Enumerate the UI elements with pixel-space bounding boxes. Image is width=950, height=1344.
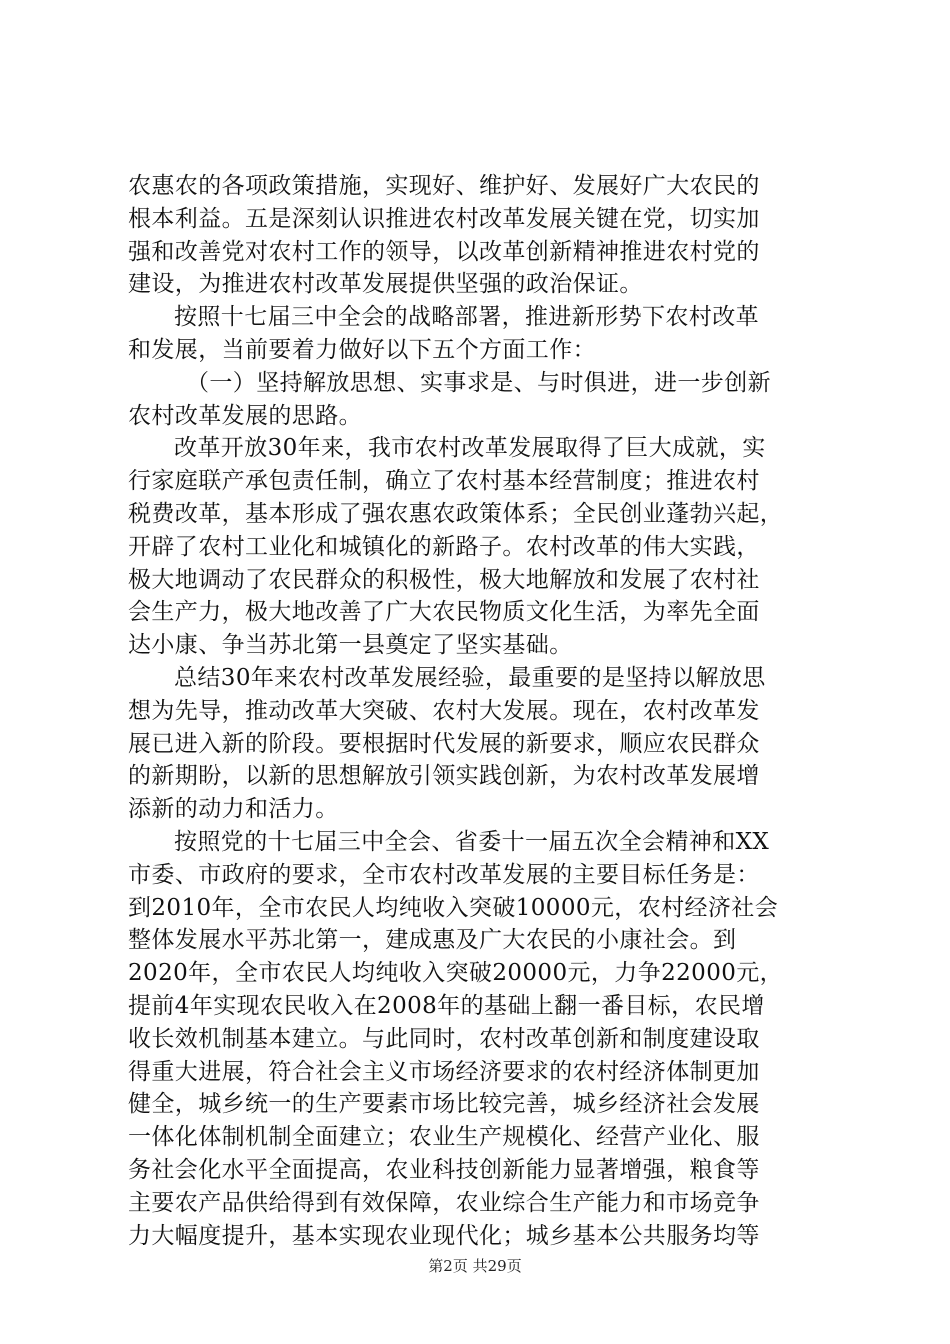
text-line: 健全，城乡统一的生产要素市场比较完善，城乡经济社会发展 — [128, 1091, 760, 1118]
text-line: 会生产力，极大地改善了广大农民物质文化生活，为率先全面 — [128, 599, 760, 626]
text-line: 强和改善党对农村工作的领导，以改革创新精神推进农村党的 — [128, 238, 760, 265]
text-line: 市委、市政府的要求，全市农村改革发展的主要目标任务是： — [128, 861, 760, 888]
text-line: 2020年，全市农民人均纯收入突破20000元，力争22000元， — [128, 960, 784, 987]
text-line: 想为先导，推动改革大突破、农村大发展。现在，农村改革发 — [128, 697, 760, 724]
paragraph-first-line: 按照十七届三中全会的战略部署，推进新形势下农村改革 — [174, 304, 759, 331]
text-line: 的新期盼，以新的思想解放引领实践创新，为农村改革发展增 — [128, 763, 760, 790]
page-footer — [0, 1255, 950, 1276]
text-line: 务社会化水平全面提高，农业科技创新能力显著增强，粮食等 — [128, 1156, 760, 1183]
text-line: 得重大进展，符合社会主义市场经济要求的农村经济体制更加 — [128, 1058, 760, 1085]
section-heading-line: （一）坚持解放思想、实事求是、与时俱进，进一步创新 — [186, 369, 771, 396]
text-line: 收长效机制基本建立。与此同时，农村改革创新和制度建设取 — [128, 1025, 760, 1052]
text-line: 建设，为推进农村改革发展提供坚强的政治保证。 — [128, 271, 643, 298]
text-line: 主要农产品供给得到有效保障，农业综合生产能力和市场竞争 — [128, 1189, 760, 1216]
paragraph-first-line: 总结30年来农村改革发展经验，最重要的是坚持以解放思 — [174, 664, 766, 691]
text-line: 力大幅度提升，基本实现农业现代化；城乡基本公共服务均等 — [128, 1222, 760, 1249]
text-line: 达小康、争当苏北第一县奠定了坚实基础。 — [128, 632, 573, 659]
text-line: 整体发展水平苏北第一，建成惠及广大农民的小康社会。到 — [128, 927, 737, 954]
text-line: 一体化体制机制全面建立；农业生产规模化、经营产业化、服 — [128, 1124, 760, 1151]
text-line: 税费改革，基本形成了强农惠农政策体系；全民创业蓬勃兴起， — [128, 500, 784, 527]
paragraph-first-line: 按照党的十七届三中全会、省委十一届五次全会精神和XX — [174, 828, 770, 855]
text-line: 添新的动力和活力。 — [128, 796, 339, 823]
text-line: 提前4年实现农民收入在2008年的基础上翻一番目标，农民增 — [128, 992, 765, 1019]
text-line: 根本利益。五是深刻认识推进农村改革发展关键在党，切实加 — [128, 205, 760, 232]
text-line: 农惠农的各项政策措施，实现好、维护好、发展好广大农民的 — [128, 173, 760, 199]
document-body — [128, 170, 828, 1252]
section-heading-line: 农村改革发展的思路。 — [128, 402, 362, 429]
paragraph-first-line: 改革开放30年来，我市农村改革发展取得了巨大成就，实 — [174, 435, 766, 462]
text-line: 和发展，当前要着力做好以下五个方面工作： — [128, 336, 596, 363]
text-line: 到2010年，全市农民人均纯收入突破10000元，农村经济社会 — [128, 894, 779, 921]
text-line: 极大地调动了农民群众的积极性，极大地解放和发展了农村社 — [128, 566, 760, 593]
text-line: 展已进入新的阶段。要根据时代发展的新要求，顺应农民群众 — [128, 730, 760, 757]
page-number-label: 第2页 共29页 — [428, 1257, 522, 1275]
text-line: 行家庭联产承包责任制，确立了农村基本经营制度；推进农村 — [128, 468, 760, 495]
text-line: 开辟了农村工业化和城镇化的新路子。农村改革的伟大实践， — [128, 533, 760, 560]
